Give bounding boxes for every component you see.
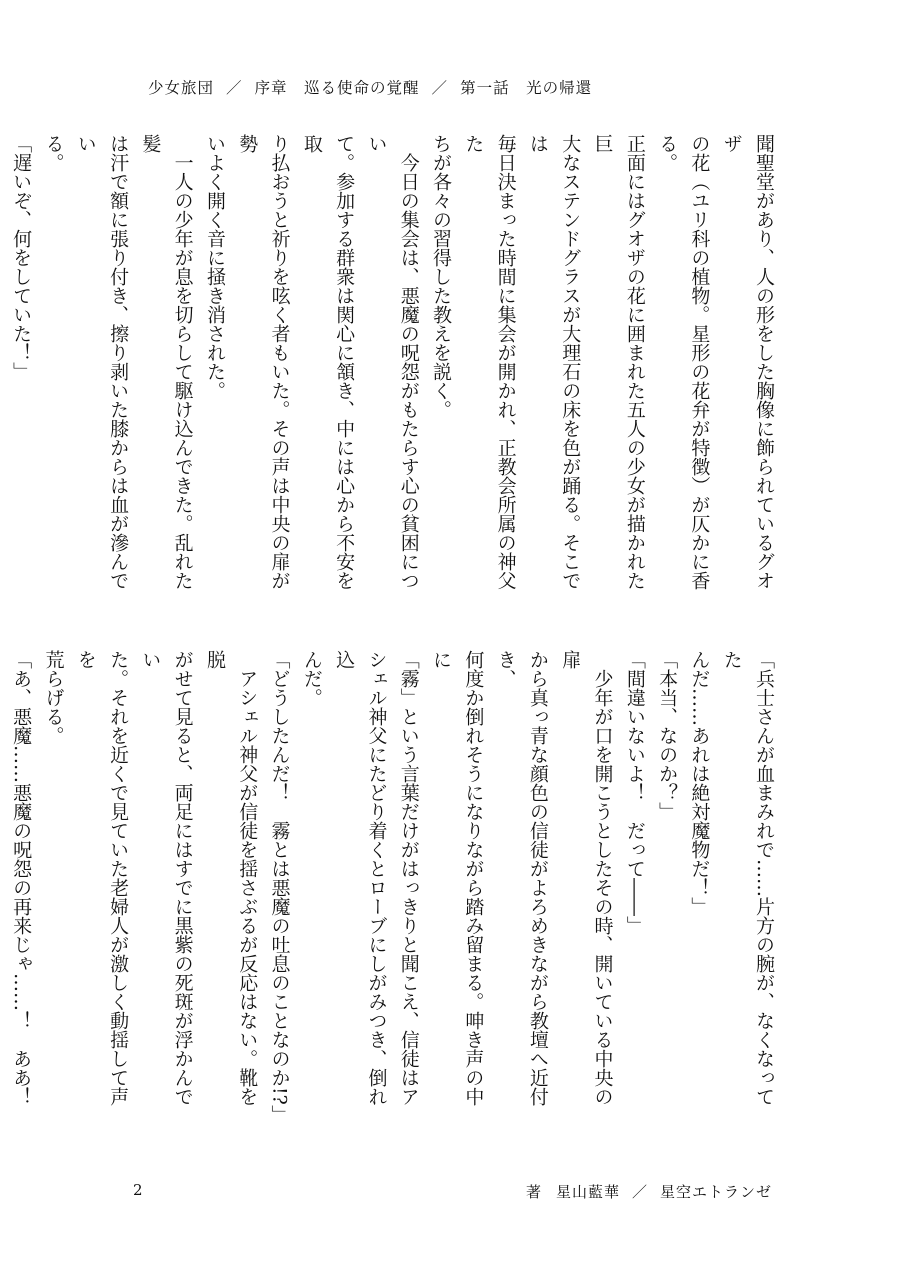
page-number: 2 <box>133 1181 143 1199</box>
text-line: 「本当、なのか？」 <box>656 650 679 821</box>
text-line: 大なステンドグラスが大理石の床を色が踊る。そこでは <box>526 134 582 590</box>
text-line: 「どうしたんだ！ 霧とは悪魔の吐息のことなのか!?」 <box>268 650 291 1124</box>
text-line: いよく開く音に掻き消された。 <box>203 134 226 400</box>
text-line: の花（ユリ科の植物。星形の花弁が特徴）が仄かに香る。 <box>656 134 711 590</box>
text-line <box>0 134 5 606</box>
text-line: がせて見ると、両足にはすでに黒紫の死斑が浮かんでい <box>139 650 194 1106</box>
footer-separator: ／ <box>631 1183 648 1201</box>
running-header <box>148 76 592 98</box>
text-line: 少年が口を開こうとしたその時、開いている中央の扉 <box>559 650 614 1106</box>
text-line: 「間違いないよ！ だって――」 <box>623 650 646 935</box>
header-separator: ／ <box>431 79 449 97</box>
episode-title: 第一話 光の帰還 <box>460 79 593 97</box>
text-line: アシェル神父が信徒を揺さぶるが反応はない。靴を脱 <box>203 650 259 1106</box>
text-line: て。参加する群衆は関心に頷き、中には心から不安を取 <box>300 134 356 590</box>
text-line: 「あ、悪魔……悪魔の呪怨の再来じゃ……！ ああ！ <box>10 650 33 1106</box>
text-line: た。それを近くで見ていた老婦人が激しく動揺して声を <box>74 650 130 1106</box>
author-label: 著 <box>525 1183 542 1201</box>
text-line: 一人の少年が息を切らして駆け込んできた。乱れた髪 <box>139 134 194 590</box>
text-line: から真っ青な顔色の信徒がよろめきながら教壇へ近付き、 <box>494 650 549 1106</box>
text-line: 正面にはグオザの花に囲まれた五人の少女が描かれた巨 <box>591 134 646 590</box>
text-line: 「遅いぞ、何をしていた！」 <box>10 134 33 381</box>
text-line: 荒らげる。 <box>42 650 65 745</box>
text-line: る。 <box>42 134 65 172</box>
footer-credit <box>526 1181 772 1202</box>
text-line: 「霧」という言葉だけがはっきりと聞こえ、信徒はア <box>397 650 420 1106</box>
lower-text-block <box>10 650 780 1124</box>
text-line: 毎日決まった時間に集会が開かれ、正教会所属の神父た <box>462 134 517 590</box>
text-line: んだ。 <box>300 650 323 707</box>
author-name: 星山藍華 <box>555 1183 620 1201</box>
book-title: 少女旅団 <box>148 79 215 97</box>
text-line: り払おうと祈りを呟く者もいた。その声は中央の扉が勢 <box>236 134 291 590</box>
text-line: ちが各々の習得した教えを説く。 <box>430 134 453 419</box>
text-line: 今日の集会は、悪魔の呪怨がもたらす心の貧困につい <box>365 134 420 590</box>
upper-text-block <box>10 134 780 606</box>
text-line: んだ……あれは絶対魔物だ！」 <box>688 650 711 916</box>
chapter-title: 序章 巡る使命の覚醒 <box>254 79 420 97</box>
text-line: 「兵士さんが血まみれで……片方の腕が、なくなってた <box>720 650 775 1106</box>
header-separator: ／ <box>226 79 243 97</box>
brand-name: 星空エトランゼ <box>659 1183 772 1201</box>
text-line: 聞聖堂があり、人の形をした胸像に飾られているグオザ <box>720 134 775 590</box>
text-line: は汗で額に張り付き、擦り剥いた膝からは血が滲んでい <box>74 134 130 590</box>
text-line: 何度か倒れそうになりながら踏み留まる。呻き声の中に <box>430 650 485 1106</box>
text-line: シェル神父にたどり着くとローブにしがみつき、倒れ込 <box>333 650 388 1106</box>
